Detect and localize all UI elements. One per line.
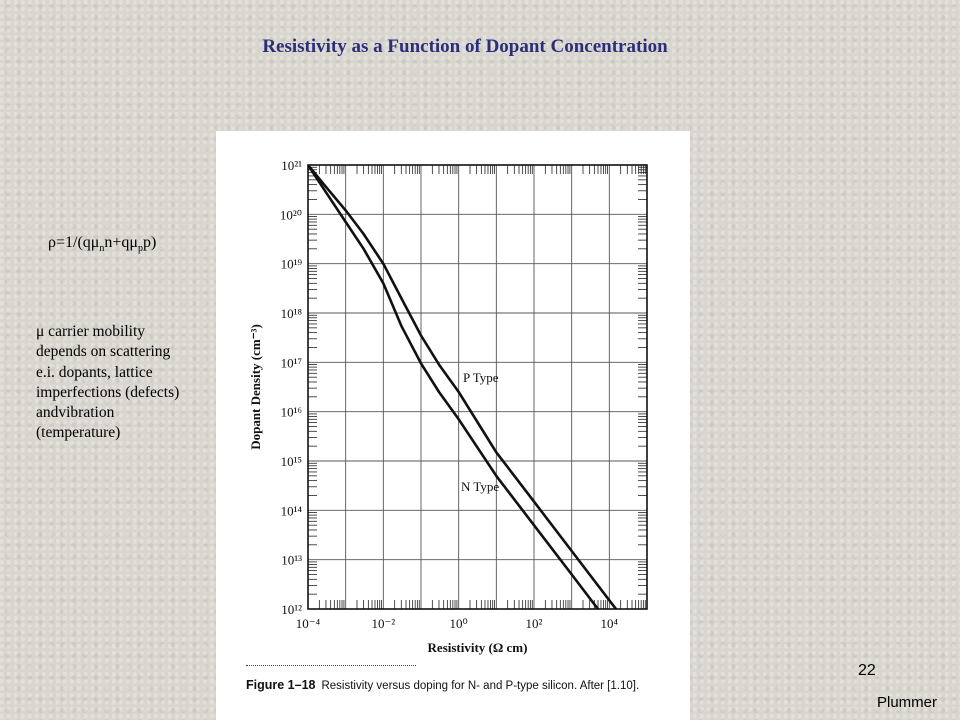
x-tick-label: 10⁴	[600, 616, 619, 631]
note-line: μ carrier mobility	[36, 323, 146, 340]
mobility-notes	[36, 322, 226, 444]
x-tick-label: 10⁻⁴	[295, 616, 321, 631]
y-tick-label: 10¹³	[281, 552, 302, 568]
formula-part: n+qμ	[104, 234, 138, 251]
note-line: imperfections (defects)	[36, 383, 180, 401]
n-type-annotation: N Type	[461, 479, 500, 494]
formula-part: p)	[142, 234, 157, 251]
x-tick-label: 10⁰	[449, 616, 468, 631]
p-type-annotation: P Type	[463, 370, 499, 385]
y-tick-label: 10¹⁴	[280, 503, 302, 519]
y-tick-label: 10¹⁷	[280, 355, 302, 371]
x-tick-label: 10²	[525, 616, 543, 631]
formula-part: ρ=1/(qμ	[48, 234, 100, 251]
slide-title: Resistivity as a Function of Dopant Concentration	[262, 36, 668, 57]
y-tick-label: 10¹⁵	[280, 454, 302, 469]
y-tick-label: 10¹⁶	[280, 404, 302, 420]
page-number: 22	[858, 662, 876, 679]
y-tick-label: 10¹²	[281, 602, 302, 617]
figure-caption-text: Resistivity versus doping for N- and P-type silicon. After [1.10].	[321, 680, 640, 692]
y-axis-label: Dopant Density (cm⁻³)	[248, 324, 263, 450]
figure-panel	[216, 131, 690, 720]
series-line-p-type	[308, 165, 636, 635]
note-line: andvibration	[36, 404, 115, 422]
y-tick-label: 10²¹	[281, 158, 302, 173]
x-axis-label: Resistivity (Ω cm)	[427, 640, 528, 655]
formula-subscript-p: p	[137, 243, 143, 255]
x-tick-label: 10⁻²	[371, 616, 396, 631]
figure-label: Figure 1–18	[246, 678, 316, 692]
y-tick-label: 10¹⁸	[280, 306, 302, 321]
resistivity-formula	[48, 234, 156, 254]
note-line: depends on scattering	[36, 343, 171, 361]
resistivity-chart	[216, 131, 690, 720]
note-line: (temperature)	[36, 424, 121, 442]
y-tick-label: 10¹⁹	[280, 256, 302, 272]
plot-frame	[308, 165, 647, 609]
figure-caption	[246, 678, 639, 692]
y-tick-label: 10²⁰	[279, 207, 302, 223]
author-credit: Plummer	[877, 694, 938, 711]
formula-subscript-n: n	[99, 243, 105, 255]
note-line: e.i. dopants, lattice	[36, 363, 153, 381]
caption-rule	[246, 665, 416, 666]
